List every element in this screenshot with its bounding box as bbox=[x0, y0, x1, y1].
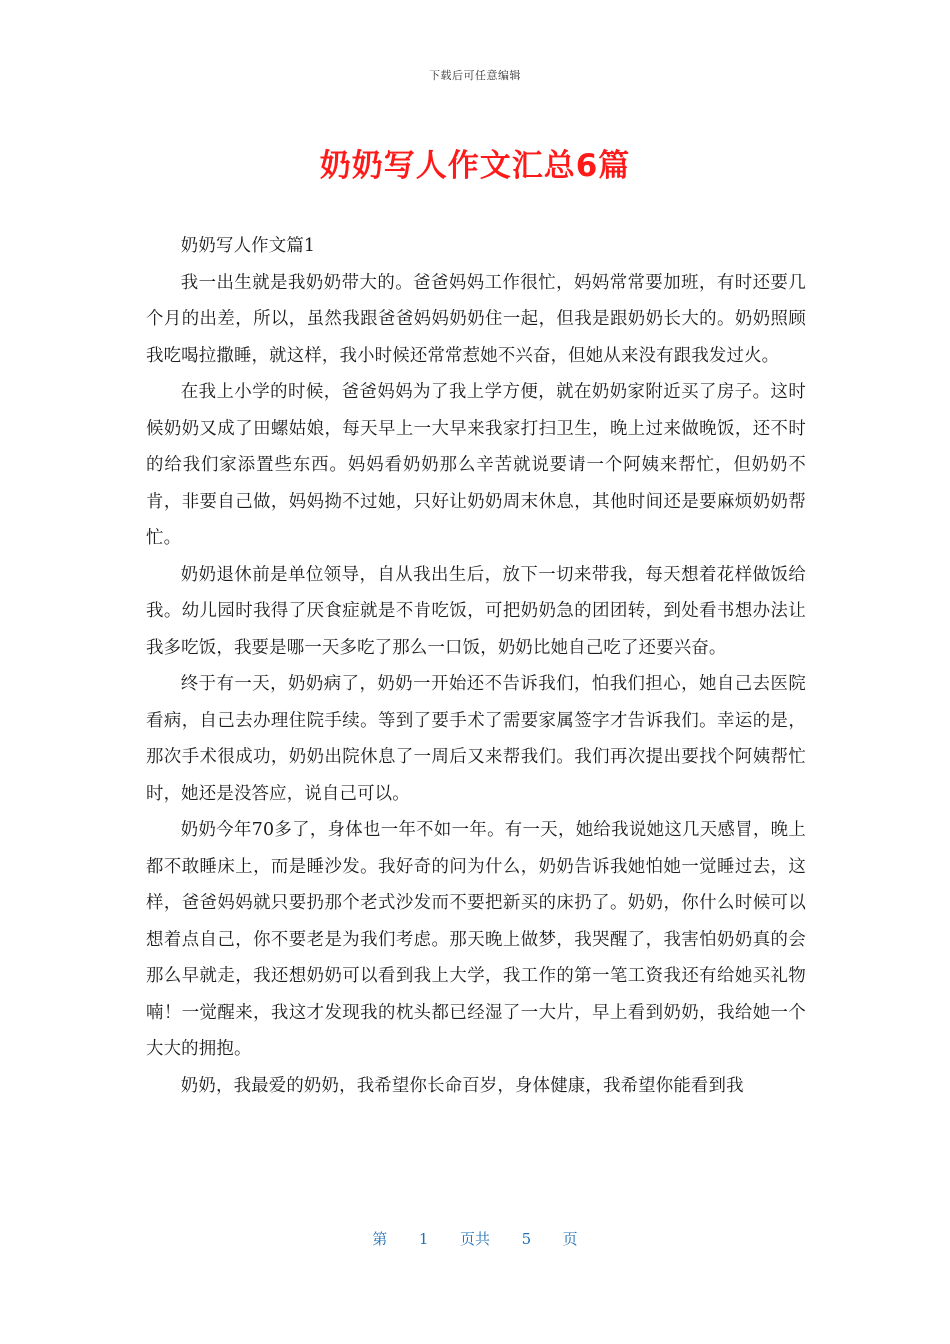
section-heading: 奶奶写人作文篇1 bbox=[180, 236, 316, 256]
paragraph: 奶奶今年70多了，身体也一年不如一年。有一天，她给我说她这几天感冒，晚上都不敢睡床上，而是睡沙发。我好奇的问为什么，奶奶告诉我她怕她一觉睡过去，这样，爸爸妈妈就只要扔那个老式沙发而不要把新买的床扔了。奶奶，你什么时候可以想着点自己，你不要老是为我们考虑。那天晚上做梦，我哭醒了，我害怕奶奶真的会那么早就走，我还想奶奶可以看到我上大学，我工作的第一笔工资我还有给她买礼物喃！一觉醒来，我这才发现我的枕头都已经湿了一大片，早上看到奶奶，我给她一个大大的拥抱。 bbox=[146, 820, 806, 1059]
footer-label-di: 第 bbox=[372, 1230, 388, 1248]
footer-label-ye-gong: 页共 bbox=[459, 1230, 490, 1248]
footer-page-total: 5 bbox=[521, 1230, 532, 1248]
paragraph: 奶奶，我最爱的奶奶，我希望你长命百岁，身体健康，我希望你能看到我 bbox=[180, 1075, 744, 1096]
paragraph: 我一出生就是我奶奶带大的。爸爸妈妈工作很忙，妈妈常常要加班，有时还要几个月的出差，所以，虽然我跟爸爸妈妈奶奶住一起，但我是跟奶奶长大的。奶奶照顾我吃喝拉撒睡，就这样，我小时候还常常惹她不兴奋，但她从来没有跟我发过火。 bbox=[146, 272, 806, 366]
header-note: 下载后可任意编辑 bbox=[429, 69, 521, 82]
page-footer bbox=[0, 1228, 950, 1249]
paragraph: 奶奶退休前是单位领导，自从我出生后，放下一切来带我，每天想着花样做饭给我。幼儿园时我得了厌食症就是不肯吃饭，可把奶奶急的团团转，到处看书想办法让我多吃饭，我要是哪一天多吃了那么一口饭，奶奶比她自己吃了还要兴奋。 bbox=[146, 564, 806, 658]
document-title: 奶奶写人作文汇总6篇 bbox=[319, 148, 631, 184]
paragraph: 终于有一天，奶奶病了，奶奶一开始还不告诉我们，怕我们担心，她自己去医院看病，自己去办理住院手续。等到了要手术了需要家属签字才告诉我们。幸运的是，那次手术很成功，奶奶出院休息了一周后又来帮我们。我们再次提出要找个阿姨帮忙时，她还是没答应，说自己可以。 bbox=[146, 674, 806, 804]
paragraph: 在我上小学的时候，爸爸妈妈为了我上学方便，就在奶奶家附近买了房子。这时候奶奶又成了田螺姑娘，每天早上一大早来我家打扫卫生，晚上过来做晚饭，还不时的给我们家添置些东西。妈妈看奶奶那么辛苦就说要请一个阿姨来帮忙，但奶奶不肯，非要自己做，妈妈拗不过她，只好让奶奶周末休息，其他时间还是要麻烦奶奶帮忙。 bbox=[146, 382, 806, 548]
footer-label-ye: 页 bbox=[562, 1230, 578, 1248]
document-body bbox=[146, 228, 806, 1104]
footer-page-current: 1 bbox=[418, 1230, 429, 1248]
